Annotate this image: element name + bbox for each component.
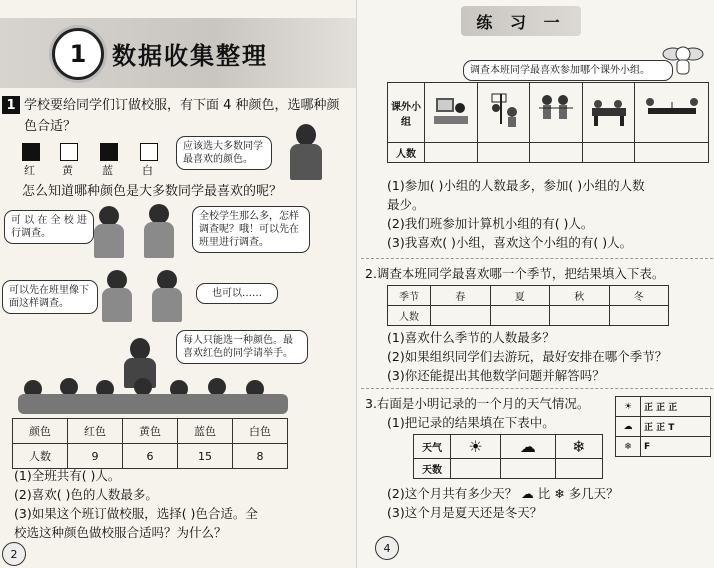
swatch-white xyxy=(140,143,158,161)
sub-question-3-cont: 校选这种颜色做校服合适吗？为什么？ xyxy=(14,525,227,540)
cloud-icon: ☁ xyxy=(616,417,641,437)
table-cell xyxy=(609,306,669,326)
dance-group-icon xyxy=(530,83,583,143)
table-cell xyxy=(425,143,478,163)
music-group-icon xyxy=(582,83,635,143)
student-c-speech-bubble: 可以先在班里像下面这样调查。 xyxy=(2,280,98,314)
tally-table xyxy=(615,396,711,457)
snow-icon: ❄ xyxy=(616,437,641,457)
chapter-number: 1 xyxy=(52,28,104,80)
question-text: 学校要给同学们订做校服，有下面 4 种颜色，选哪种颜色合适？ xyxy=(24,98,340,134)
divider xyxy=(361,258,713,259)
table-cell xyxy=(500,459,555,479)
tally-marks: 正 正 T xyxy=(641,417,711,437)
exercise-title: 练 习 一 xyxy=(461,6,581,36)
color-survey-table xyxy=(12,418,288,469)
table-row xyxy=(616,397,711,417)
table-row xyxy=(414,435,603,459)
left-sub-questions xyxy=(14,466,344,542)
question-number: 1 xyxy=(2,96,20,114)
swatch-label-blue: 蓝 xyxy=(102,164,113,177)
table-cell xyxy=(555,459,602,479)
exercise2-sub-questions xyxy=(387,328,713,385)
table-header-cell: 秋 xyxy=(550,286,610,306)
table-row-label: 课外小组 xyxy=(388,83,425,143)
basketball-group-icon xyxy=(477,83,530,143)
sub-question-1-cont: 最少。 xyxy=(387,197,425,212)
table-cell xyxy=(490,306,550,326)
student-a-figure xyxy=(92,206,126,258)
teacher-figure xyxy=(286,124,326,180)
table-header-cell: 季节 xyxy=(388,286,431,306)
cloud-icon: ☁ xyxy=(500,435,555,459)
table-row xyxy=(388,286,669,306)
table-header-cell: 颜色 xyxy=(13,419,68,444)
table-cell: 9 xyxy=(68,444,123,469)
table-row xyxy=(13,419,288,444)
activity-group-table xyxy=(387,82,709,163)
table-header-cell: 红色 xyxy=(68,419,123,444)
table-cell: 15 xyxy=(178,444,233,469)
swatch-label-white: 白 xyxy=(142,164,153,177)
table-row-label: 天数 xyxy=(414,459,451,479)
table-row xyxy=(388,306,669,326)
swatch-label-yellow: 黄 xyxy=(62,164,73,177)
sub-question-2: (2)喜欢( )色的人数最多。 xyxy=(14,487,158,502)
table-header-cell: 冬 xyxy=(609,286,669,306)
table-cell xyxy=(431,306,491,326)
student-d-speech-bubble: 也可以…… xyxy=(196,283,278,304)
sub-question-2-suffix: 多几天？ xyxy=(568,486,619,501)
table-cell xyxy=(530,143,583,163)
cherub-icon xyxy=(661,40,705,80)
tally-marks: 正 正 正 xyxy=(641,397,711,417)
snow-icon: ❄ xyxy=(555,435,602,459)
table-cell: 8 xyxy=(233,444,288,469)
student-a-speech-bubble: 可 以 在 全 校 进行调查。 xyxy=(4,210,94,244)
table-tennis-group-icon xyxy=(635,83,709,143)
page-number-right: 4 xyxy=(375,536,399,560)
student-b-figure xyxy=(142,204,176,258)
sub-question-1: (1)全班共有( )人。 xyxy=(14,468,121,483)
table-cell: 6 xyxy=(123,444,178,469)
sun-icon: ☀ xyxy=(451,435,501,459)
table-cell xyxy=(550,306,610,326)
sub-question-2: (2)我们班参加计算机小组的有( )人。 xyxy=(387,216,594,231)
sub-question-3: (3)你还能提出其他数学问题并解答吗？ xyxy=(387,368,605,383)
snow-icon: ❄ xyxy=(554,486,565,501)
table-row xyxy=(388,83,709,143)
sub-question-2-mid: 比 xyxy=(537,486,551,501)
chapter-title: 数据收集整理 xyxy=(112,42,268,70)
teacher-instruction-bubble: 每人只能选一种颜色。最喜欢红色的同学请举手。 xyxy=(176,330,308,364)
sun-icon: ☀ xyxy=(616,397,641,417)
color-swatches xyxy=(22,143,152,183)
student-d-figure xyxy=(150,270,184,322)
exercise1-sub-questions xyxy=(387,176,713,252)
table-header-cell: 夏 xyxy=(490,286,550,306)
table-header-cell: 黄色 xyxy=(123,419,178,444)
swatch-blue xyxy=(100,143,118,161)
season-table xyxy=(387,285,669,326)
students-raising-hands xyxy=(18,374,288,414)
swatch-yellow xyxy=(60,143,78,161)
exercise3-sub-question-1: (1)把记录的结果填在下表中。 xyxy=(387,415,555,430)
table-header-cell: 白色 xyxy=(233,419,288,444)
table-cell xyxy=(451,459,501,479)
table-row xyxy=(616,437,711,457)
weather-table xyxy=(413,434,603,479)
table-header-cell: 春 xyxy=(431,286,491,306)
student-c-figure xyxy=(100,270,134,322)
sub-question-1: (1)喜欢什么季节的人数最多？ xyxy=(387,330,555,345)
computer-group-icon xyxy=(425,83,478,143)
table-row-label: 人数 xyxy=(388,306,431,326)
table-cell xyxy=(635,143,709,163)
chapter-banner xyxy=(0,18,356,88)
exercise3-sub-question-2 xyxy=(387,484,713,503)
table-cell xyxy=(582,143,635,163)
left-page xyxy=(0,0,356,568)
teacher-speech-bubble: 应该选大多数同学最喜欢的颜色。 xyxy=(176,136,272,170)
swatch-label-red: 红 xyxy=(24,164,35,177)
sub-question-1: (1)参加( )小组的人数最多，参加( )小组的人数 xyxy=(387,178,645,193)
table-header-cell: 蓝色 xyxy=(178,419,233,444)
table-row-label: 人数 xyxy=(13,444,68,469)
table-row-label: 天气 xyxy=(414,435,451,459)
classroom-scene xyxy=(18,338,288,416)
cloud-icon: ☁ xyxy=(521,486,534,501)
sub-question-3: (3)如果这个班订做校服，选择( )色合适。全 xyxy=(14,506,258,521)
student-b-speech-bubble: 全校学生那么多，怎样调查呢？哦！可以先在班里进行调查。 xyxy=(192,206,310,253)
table-row xyxy=(388,143,709,163)
exercise3-sub-question-3: (3)这个月是夏天还是冬天？ xyxy=(387,505,543,520)
table-cell xyxy=(477,143,530,163)
swatch-red xyxy=(22,143,40,161)
exercise3-heading: 3.右面是小明记录的一个月的天气情况。 xyxy=(365,396,590,411)
table-row xyxy=(616,417,711,437)
sub-question-2: (2)如果组织同学们去游玩，最好安排在哪个季节？ xyxy=(387,349,668,364)
page-number-left: 2 xyxy=(2,542,26,566)
table-row-label: 人数 xyxy=(388,143,425,163)
right-page xyxy=(356,0,714,568)
sub-question-2-prefix: (2)这个月共有多少天？ xyxy=(387,486,518,501)
divider xyxy=(361,388,713,389)
table-row xyxy=(13,444,288,469)
survey-prompt-bubble: 调查本班同学最喜欢参加哪个课外小组。 xyxy=(463,60,673,81)
table-row xyxy=(414,459,603,479)
exercise2-heading: 2.调查本班同学最喜欢哪一个季节，把结果填入下表。 xyxy=(365,266,665,281)
guiding-question: 怎么知道哪种颜色是大多数同学最喜欢的呢？ xyxy=(22,184,283,199)
sub-question-3: (3)我喜欢( )小组，喜欢这个小组的有( )人。 xyxy=(387,235,633,250)
tally-marks: F xyxy=(641,437,711,457)
